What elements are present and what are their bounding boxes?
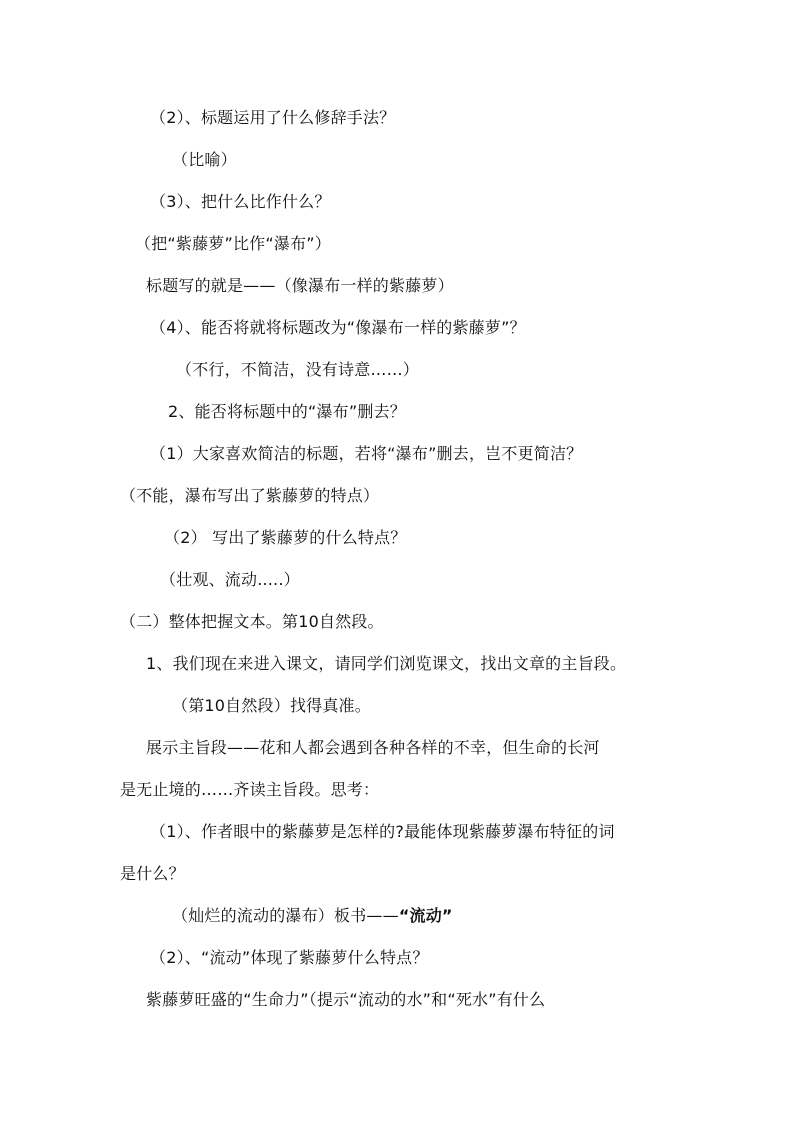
title-meaning: 标题写的就是——（像瀑布一样的紫藤萝） (146, 276, 454, 295)
question-1-author-view-line2: 是什么？ (120, 864, 185, 883)
answer-waterfall-feature: （不能，瀑布写出了紫藤萝的特点） (120, 486, 380, 505)
answer-paragraph-10: （第10自然段）找得真准。 (172, 696, 371, 715)
blackboard-keyword: “流动” (398, 906, 453, 925)
answer-flowing-waterfall (172, 906, 453, 926)
answer-flowing-text: （灿烂的流动的瀑布）板书—— (172, 906, 399, 925)
answer-no-poetry: （不行，不简洁，没有诗意……） (176, 360, 420, 379)
answer-compare: （把“紫藤萝”比作“瀑布”） (135, 234, 331, 253)
section-heading-overall: （二）整体把握文本。第10自然段。 (120, 612, 384, 631)
instruction-browse: 1、我们现在来进入课文，请同学们浏览课文，找出文章的主旨段。 (146, 654, 627, 673)
question-simplicity: （1）大家喜欢简洁的标题，若将“瀑布”删去，岂不更简洁？ (150, 444, 583, 463)
question-2-rhetoric: （2）、标题运用了什么修辞手法？ (150, 108, 396, 127)
question-2-flowing: （2）、“流动”体现了紫藤萝什么特点？ (150, 948, 429, 967)
theme-paragraph-line1: 展示主旨段——花和人都会遇到各种各样的不幸，但生命的长河 (146, 738, 600, 757)
question-feature: （2） 写出了紫藤萝的什么特点？ (164, 528, 407, 547)
answer-spectacular: （壮观、流动.....） (160, 570, 300, 589)
answer-metaphor: （比喻） (172, 150, 237, 169)
question-4-rename: （4）、能否将就将标题改为“像瀑布一样的紫藤萝”？ (150, 318, 526, 337)
question-delete-waterfall: 2、能否将标题中的“瀑布”删去？ (168, 402, 406, 421)
theme-paragraph-line2: 是无止境的……齐读主旨段。思考： (120, 780, 380, 799)
question-3-compare: （3）、把什么比作什么？ (150, 192, 331, 211)
answer-vitality: 紫藤萝旺盛的“生命力”（提示“流动的水”和“死水”有什么 (146, 990, 546, 1009)
question-1-author-view-line1: （1）、作者眼中的紫藤萝是怎样的?最能体现紫藤萝瀑布特征的词 (150, 822, 615, 841)
